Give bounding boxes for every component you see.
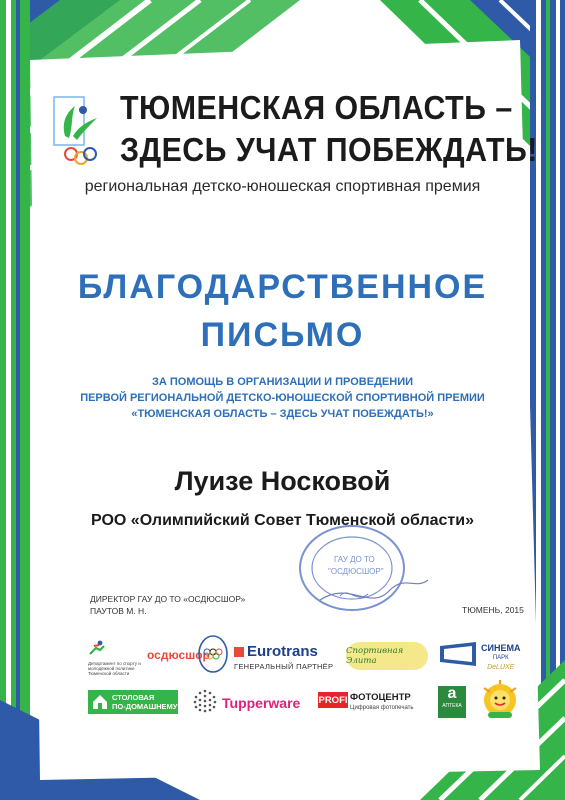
house-icon — [91, 693, 109, 711]
city-year: ТЮМЕНЬ, 2015 — [462, 605, 524, 615]
cinema-screen-icon — [438, 640, 478, 668]
premium-logo-icon — [53, 96, 103, 174]
sports-school-emblem-icon — [196, 634, 230, 674]
header-subtitle: региональная детско-юношеская спортивная премия — [84, 178, 481, 195]
sponsor-eurotrans-name: Eurotrans — [247, 643, 318, 660]
sponsor-apteka-logo — [438, 686, 466, 718]
sponsor-tupperware-name: Tupperware — [222, 695, 301, 711]
header-title-line2: ЗДЕСЬ УЧАТ ПОБЕЖДАТЬ! — [120, 131, 538, 168]
sponsor-fotocenter-logo — [350, 692, 414, 714]
reason-line3: «ТЮМЕНСКАЯ ОБЛАСТЬ – ЗДЕСЬ УЧАТ ПОБЕЖДАТЬ!» — [131, 408, 434, 420]
header-title-line1: ТЮМЕНСКАЯ ОБЛАСТЬ – — [120, 89, 513, 126]
director-name: ПАУТОВ М. Н. — [90, 606, 147, 616]
sponsor-apteka-letter: а — [447, 685, 457, 702]
recipient-name: Луизе Носковой — [174, 466, 391, 496]
sponsor-cinema-line3: DeLUXE — [487, 664, 515, 671]
sponsor-fotocenter-subtitle: Цифровая фотопечать — [350, 705, 414, 711]
sponsor-stolovaya-line2: ПО-ДОМАШНЕМУ — [112, 702, 178, 711]
sponsor-stolovaya-line1: СТОЛОВАЯ — [112, 693, 155, 702]
stamp-line2: "ОСДЮСШОР" — [328, 567, 384, 576]
letter-title-line2: ПИСЬМО — [200, 316, 365, 354]
eurotrans-mark-icon — [234, 647, 244, 657]
sponsor-cinema-logo — [481, 643, 520, 673]
sponsor-dept-logo — [88, 640, 144, 676]
sponsor-apteka-subtitle: АПТЕКА — [442, 703, 462, 709]
sponsor-dept-text: Департамент по спорту и молодёжной политике Тюменской области — [88, 661, 141, 676]
director-title: ДИРЕКТОР ГАУ ДО ТО «ОСДЮСШОР» — [90, 594, 246, 604]
sponsor-cinema-line1: СИНЕМА — [481, 643, 521, 653]
sponsor-eurotrans-subtitle: ГЕНЕРАЛЬНЫЙ ПАРТНЁР — [234, 662, 334, 671]
stamp-line1: ГАУ ДО ТО — [334, 555, 375, 564]
sponsor-eurotrans-logo — [234, 643, 333, 671]
letter-title-line1: БЛАГОДАРСТВЕННОЕ — [77, 268, 488, 306]
sponsor-sport-elite-logo — [346, 642, 428, 670]
tupperware-dots-icon — [192, 688, 218, 714]
sponsor-osdyussh-text: осдюсшор — [147, 648, 210, 662]
sun-mascot-icon — [478, 680, 522, 722]
runner-icon — [88, 640, 106, 656]
sponsor-stolovaya-logo — [88, 690, 178, 714]
sponsor-sport-elite-name: Спортивная Элита — [346, 646, 404, 666]
sponsor-fotocenter-name: ФОТОЦЕНТР — [350, 692, 411, 703]
sponsor-cinema-line2: ПАРК — [492, 655, 509, 661]
recipient-organization: РОО «Олимпийский Совет Тюменской области» — [91, 512, 474, 529]
reason-line1: ЗА ПОМОЩЬ В ОРГАНИЗАЦИИ И ПРОВЕДЕНИИ — [151, 376, 414, 388]
sponsor-profi-badge: PROFI — [318, 692, 348, 708]
stamp-seal — [290, 520, 430, 620]
reason-line2: ПЕРВОЙ РЕГИОНАЛЬНОЙ ДЕТСКО-ЮНОШЕСКОЙ СПОРТИВНОЙ ПРЕМИИ — [80, 392, 485, 404]
